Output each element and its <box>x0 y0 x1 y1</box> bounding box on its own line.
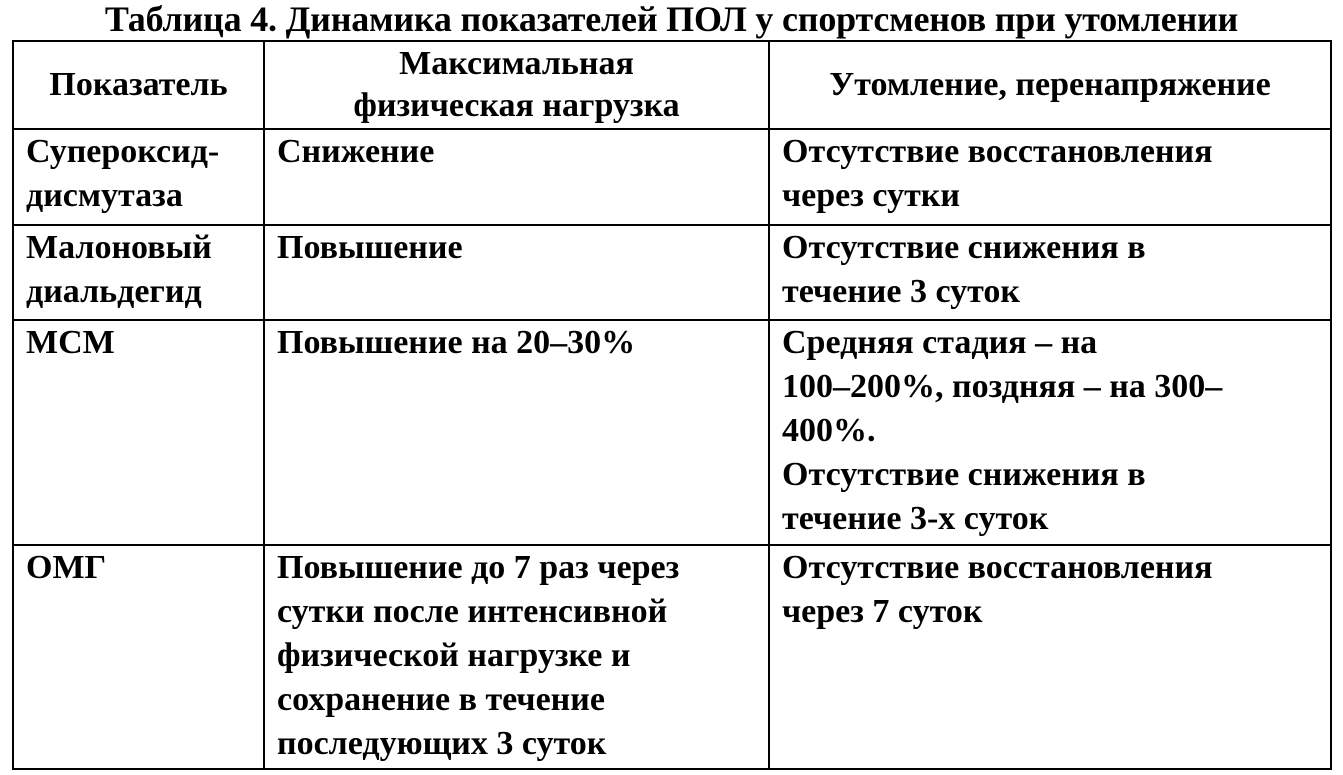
header-max-load-line-1: Максимальная <box>399 45 634 82</box>
header-fatigue-text: Утомление, перенапряжение <box>829 66 1271 103</box>
cell-fatigue-line-4: Отсутствие снижения в <box>782 456 1146 493</box>
cell-fatigue-line-1: Отсутствие снижения в <box>782 229 1146 266</box>
cell-max-load-line-4: сохранение в течение <box>277 681 605 718</box>
cell-indicator-line-2: диальдегид <box>26 273 202 310</box>
cell-indicator-line-2: дисмутаза <box>26 177 183 214</box>
table-row <box>13 320 1331 545</box>
cell-fatigue-line-2: через 7 суток <box>782 593 983 630</box>
cell-indicator-text: ОМГ <box>26 549 107 586</box>
data-table <box>12 40 1332 770</box>
cell-fatigue-line-5: течение 3-х суток <box>782 500 1049 537</box>
cell-indicator <box>13 320 264 545</box>
cell-max-load-text: Снижение <box>277 133 435 170</box>
cell-indicator <box>13 545 264 769</box>
header-indicator <box>13 41 264 129</box>
cell-max-load-line-5: последующих 3 суток <box>277 725 607 762</box>
cell-max-load-text: Повышение на 20–30% <box>277 324 636 361</box>
cell-indicator-text: МСМ <box>26 324 115 361</box>
table-title: Таблица 4. Динамика показателей ПОЛ у спортсменов при утомлении <box>104 0 1239 39</box>
table-row <box>13 129 1331 225</box>
cell-max-load-line-1: Повышение до 7 раз через <box>277 549 680 586</box>
cell-indicator-line-1: Супероксид- <box>26 133 220 170</box>
cell-max-load-text: Повышение <box>277 229 463 266</box>
cell-fatigue-line-2: 100–200%, поздняя – на 300– <box>782 368 1223 405</box>
cell-fatigue-line-1: Средняя стадия – на <box>782 324 1098 361</box>
cell-fatigue-line-1: Отсутствие восстановления <box>782 549 1213 586</box>
cell-fatigue-line-2: через сутки <box>782 177 960 214</box>
header-max-load-line-2: физическая нагрузка <box>353 87 680 124</box>
cell-max-load <box>264 320 769 545</box>
table-row <box>13 225 1331 320</box>
header-max-load <box>264 41 769 129</box>
cell-fatigue-line-3: 400%. <box>782 412 876 449</box>
header-indicator-text: Показатель <box>49 66 228 103</box>
cell-fatigue <box>769 129 1331 225</box>
cell-max-load-line-3: физической нагрузке и <box>277 637 631 674</box>
cell-indicator-line-1: Малоновый <box>26 229 212 266</box>
cell-fatigue <box>769 545 1331 769</box>
cell-max-load <box>264 129 769 225</box>
cell-fatigue-line-1: Отсутствие восстановления <box>782 133 1213 170</box>
header-fatigue <box>769 41 1331 129</box>
cell-fatigue-line-2: течение 3 суток <box>782 273 1020 310</box>
cell-max-load <box>264 545 769 769</box>
table-row <box>13 545 1331 769</box>
cell-fatigue <box>769 320 1331 545</box>
cell-indicator <box>13 129 264 225</box>
cell-indicator <box>13 225 264 320</box>
cell-fatigue <box>769 225 1331 320</box>
table-header-row <box>13 41 1331 129</box>
cell-max-load <box>264 225 769 320</box>
cell-max-load-line-2: сутки после интенсивной <box>277 593 668 630</box>
